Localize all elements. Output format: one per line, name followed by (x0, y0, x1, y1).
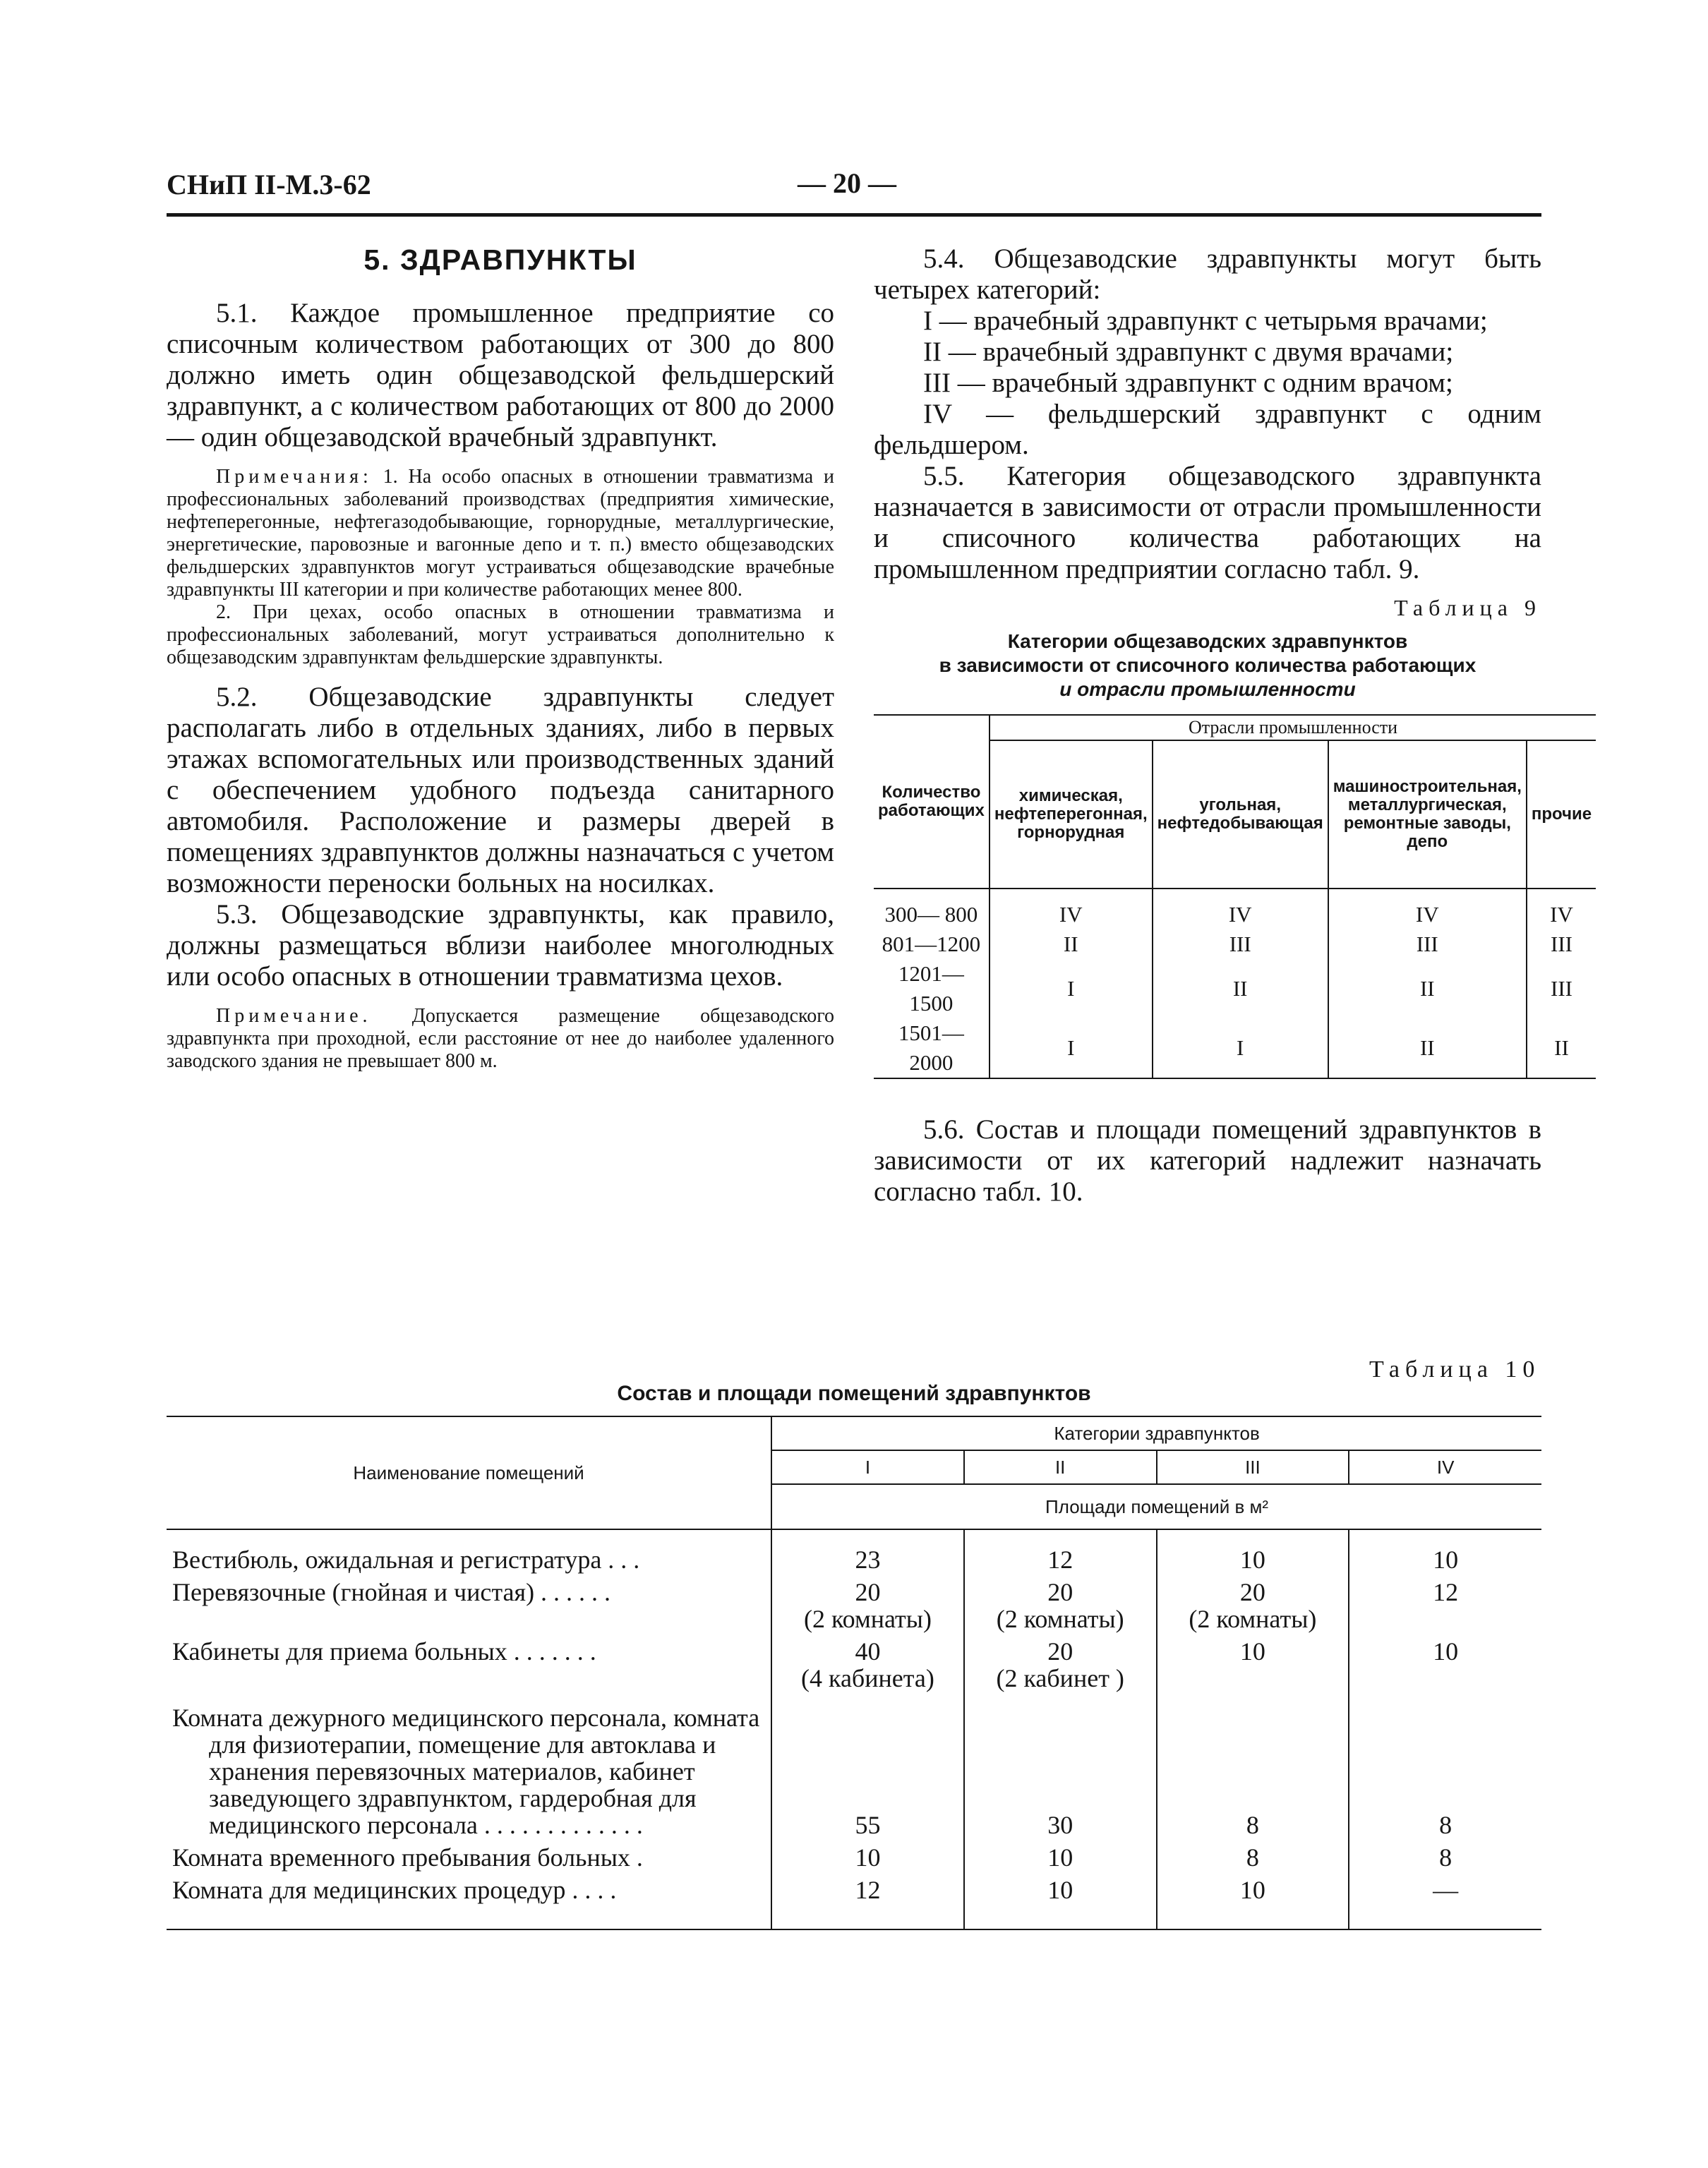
left-column (167, 243, 834, 1073)
table-9-cell: IV (1550, 902, 1573, 927)
table-9-cell: I (1153, 1018, 1328, 1078)
table-10-cell: 8 (1439, 1811, 1453, 1839)
table-9-cell: IV (1328, 900, 1527, 929)
table-10-room-name: Комната временного пребывания больных . (167, 1841, 771, 1874)
table-10-cell: 55 (771, 1694, 964, 1841)
table-row (874, 929, 1596, 959)
table-10-room-name: Перевязочные (гнойная и чистая) . . . . . . (167, 1576, 771, 1635)
table-10-cell: 20 (2 комнаты) (1157, 1576, 1349, 1635)
note-2: 2. При цехах, особо опасных в отношении травматизма и профессиональных заболеваний, могут устраиваться дополнительно к общезаводским здравпунктам фельдшерские здравпункты. (167, 601, 834, 668)
table-9-title (874, 630, 1541, 701)
table-10-cell: 20 (2 кабинет ) (964, 1635, 1157, 1694)
table-9-cell: III (1328, 929, 1527, 959)
table-10-label: Таблица 10 (1369, 1356, 1541, 1383)
table-9-title-line-3 (874, 678, 1541, 701)
table-10-cell: 20 (2 комнаты) (964, 1576, 1157, 1635)
table-9-cell: III (1551, 976, 1572, 1001)
paragraph-5-5: 5.5. Категория общезаводского здравпункта назначается в зависимости от отрасли промышленности и списочного количества работающих на промышленном предприятии согласно табл. 9. (874, 461, 1541, 584)
notes-label: Примечания: (216, 466, 373, 488)
table-9-cell: II (1328, 1018, 1527, 1078)
table-10-cell: 8 (1157, 1694, 1349, 1841)
category-3: III — врачебный здравпункт с одним врачом; (923, 368, 1453, 398)
table-10-title: Состав и площади помещений здравпунктов (617, 1382, 1091, 1405)
document-code: СНиП II-М.3-62 (167, 169, 371, 200)
table-9-title-line-2: в зависимости от списочного количества работающих (939, 654, 1477, 676)
table-9-cell: I (990, 959, 1153, 1018)
table-9-range: 1501—2000 (874, 1018, 990, 1078)
table-10-cell: 10 (771, 1841, 964, 1874)
table-9-cell: III (1551, 932, 1572, 956)
table-10-cat-2: II (964, 1450, 1157, 1484)
table-10-cell: 12 (964, 1543, 1157, 1576)
table-10-cell: 20 (2 комнаты) (771, 1576, 964, 1635)
section-title: 5. ЗДРАВПУНКТЫ (363, 243, 637, 276)
table-row (874, 900, 1596, 929)
table-10-cell: 8 (1439, 1843, 1453, 1872)
table-10-room-name: Вестибюль, ожидальная и регистратура . . . (167, 1543, 771, 1576)
table-9-cell: II (1527, 1018, 1596, 1078)
table-9-col-workers: Количество работающих (874, 715, 990, 889)
table-9-cell: II (1328, 959, 1527, 1018)
note-block-2 (167, 1005, 834, 1073)
table-10-cell: — (1349, 1874, 1541, 1929)
table-9-col-mach: машиностроительная, металлургическая, ремонтные заводы, депо (1328, 740, 1527, 889)
table-9-cell: IV (1153, 900, 1328, 929)
table-9-cell: III (1153, 929, 1328, 959)
table-10-cell: 10 (1157, 1635, 1349, 1694)
table-10 (167, 1416, 1541, 1930)
header-rule (167, 213, 1541, 217)
table-10-cell: 10 (964, 1841, 1157, 1874)
table-9-range: 1201—1500 (874, 959, 990, 1018)
table-row (167, 1841, 1541, 1874)
table-9-cell: II (1153, 959, 1328, 1018)
right-column (874, 243, 1592, 1208)
table-10-cell: 10 (1433, 1546, 1459, 1574)
note-1: 1. На особо опасных в отношении травматизма и профессиональных заболеваний производствах (предприятия химические, нефтеперегонные, нефтегазодобывающие, горнорудные, металлургические, энергетические, паровозные и вагонные депо и т. п.) вместо общезаводских фельдшерских здравпунктов могут устраиваться общезаводские врачебные здравпункты III категории и при количестве работающих менее 800. (167, 466, 834, 601)
table-10-cell: 10 (964, 1874, 1157, 1929)
table-9-cell: IV (990, 900, 1153, 929)
table-9-cell: II (990, 929, 1153, 959)
table-10-cell: 10 (1157, 1874, 1349, 1929)
table-10-cell: 8 (1157, 1841, 1349, 1874)
table-row (167, 1694, 1541, 1841)
table-9-range: 801—1200 (874, 929, 990, 959)
table-9-col-coal: угольная, нефтедобывающая (1153, 740, 1328, 889)
category-2: II — врачебный здравпункт с двумя врачами; (923, 337, 1454, 367)
table-9-col-chem: химическая, нефтеперегонная, горнорудная (990, 740, 1153, 889)
table-9-title-line-1: Категории общезаводских здравпунктов (1007, 630, 1408, 652)
table-10-area-header: Площади помещений в м² (771, 1484, 1541, 1529)
table-10-cell: 40 (4 кабинета) (771, 1635, 964, 1694)
table-row (167, 1543, 1541, 1576)
page-number: — 20 — (798, 167, 896, 199)
table-10-room-name: Комната для медицинских процедур . . . . (167, 1874, 771, 1929)
table-9-label: Таблица 9 (1394, 595, 1541, 620)
category-1: I — врачебный здравпункт с четырьмя врачами; (923, 306, 1488, 336)
table-9-col-group: Отрасли промышленности (990, 715, 1596, 740)
table-row (167, 1576, 1541, 1635)
table-row (167, 1874, 1541, 1929)
table-10-col-name: Наименование помещений (167, 1416, 771, 1529)
table-10-cell: 23 (771, 1543, 964, 1576)
table-10-cell: 10 (1433, 1637, 1459, 1666)
table-9-title-line-3-text: и отрасли промышленности (1059, 678, 1356, 700)
paragraph-5-1: 5.1. Каждое промышленное предприятие со списочным количеством работающих от 300 до 800 должно иметь один общезаводской фельдшерский здравпункт, а с количеством работающих от 800 до 2000 — один общезаводской врачебный здравпункт. (167, 298, 834, 452)
table-10-room-name: Комната дежурного медицинского персонала, комната для физиотерапии, помещение для автоклава и хранения перевязочных материалов, кабинет заведующего здравпунктом, гардеробная для медицинского персонала . . . . . . . . . . . . . (167, 1694, 771, 1841)
note-3: Допускается размещение общезаводского здравпункта при проходной, если расстояние от нее до наиболее удаленного заводского здания не превышает 800 м. (167, 1005, 835, 1072)
table-9-col-other: прочие (1527, 740, 1596, 889)
paragraph-5-4: 5.4. Общезаводские здравпункты могут быть четырех категорий: (874, 243, 1541, 305)
table-row (874, 1018, 1596, 1078)
table-9-range: 300— 800 (874, 900, 990, 929)
table-9-cell: I (990, 1018, 1153, 1078)
table-10-cell: 12 (1433, 1578, 1459, 1606)
paragraph-5-6: 5.6. Состав и площади помещений здравпунктов в зависимости от их категорий надлежит назначать согласно табл. 10. (874, 1114, 1541, 1207)
table-10-cat-3: III (1157, 1450, 1349, 1484)
table-10-col-group: Категории здравпунктов (771, 1416, 1541, 1450)
table-row (167, 1635, 1541, 1694)
table-row (874, 959, 1596, 1018)
table-10-cat-4: IV (1349, 1450, 1541, 1484)
paragraph-5-2: 5.2. Общезаводские здравпункты следует располагать либо в отдельных зданиях, либо в первых этажах вспомогательных или производственных зданий с обеспечением удобного подъезда санитарного автомобиля. Расположение и размеры дверей в помещениях здравпунктов должны назначаться с учетом возможности переноски больных на носилках. (167, 682, 834, 898)
table-10-cell: 10 (1157, 1543, 1349, 1576)
notes-block (167, 466, 834, 601)
table-10-cell: 30 (964, 1694, 1157, 1841)
note-label: Примечание. (216, 1005, 372, 1027)
table-10-cat-1: I (771, 1450, 964, 1484)
paragraph-5-3: 5.3. Общезаводские здравпункты, как правило, должны размещаться вблизи наиболее многолюдных или особо опасных в отношении травматизма цехов. (167, 899, 834, 992)
table-9 (874, 714, 1596, 1079)
table-10-room-name: Кабинеты для приема больных . . . . . . . (167, 1635, 771, 1694)
category-4: IV — фельдшерский здравпункт с одним фельдшером. (874, 399, 1541, 460)
table-10-cell: 12 (771, 1874, 964, 1929)
